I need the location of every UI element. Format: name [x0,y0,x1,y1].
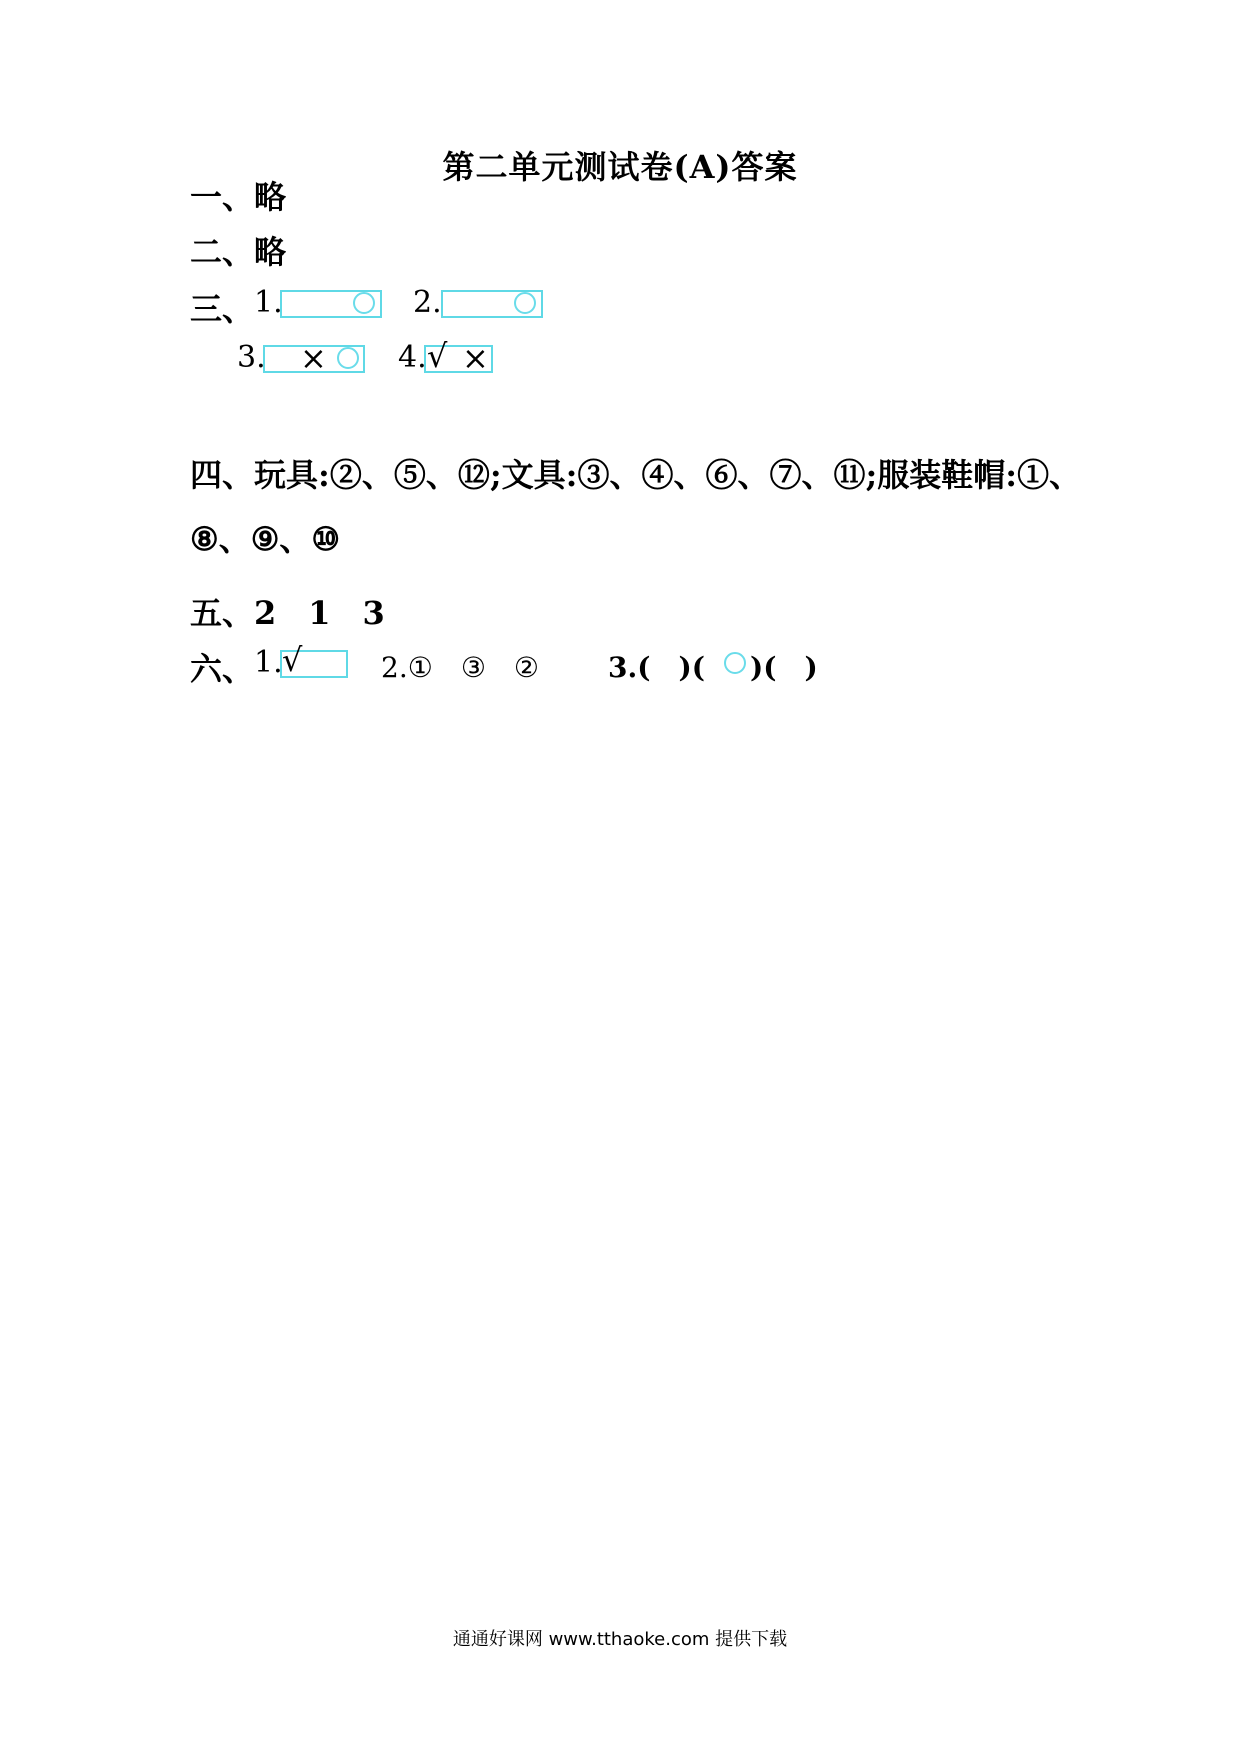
s3-q2-circle-mark [514,292,536,314]
section-6-label: 六、 [190,650,255,688]
s6-q3-circle-mark [724,652,746,674]
s6-q1-check-mark: √ [282,641,303,679]
s6-q1-number: 1. [254,645,283,680]
footer-source: 通通好课网 www.tthaoke.com 提供下载 [452,1629,788,1650]
s3-q2-number: 2. [413,285,442,320]
s3-q3-cross-mark: × [300,339,327,377]
s3-q4-number: 4. [398,340,427,375]
section-5: 五、2 1 3 [190,594,385,632]
page-title: 第二单元测试卷(A)答案 [442,148,798,186]
s3-q4-check-mark: √ [427,337,448,375]
section-1: 一、略 [190,178,287,216]
s3-q3-number: 3. [237,340,266,375]
section-3-label: 三、 [190,290,255,328]
section-4-line-2: ⑧、⑨、⑩ [190,520,341,558]
section-2: 二、略 [190,233,287,271]
s6-q3-answer-end: )( ) [750,651,818,684]
s3-q4-cross-mark: × [462,339,489,377]
section-4-line-1: 四、玩具:②、⑤、⑫;文具:③、④、⑥、⑦、⑪;服装鞋帽:①、 [190,456,1082,494]
s6-q3-answer-start: 3.( )( [608,651,705,684]
s3-q1-number: 1. [254,285,283,320]
s6-q2-answer: 2.① ③ ② [381,651,540,684]
s3-q3-circle-mark [337,347,359,369]
s3-q1-circle-mark [353,292,375,314]
